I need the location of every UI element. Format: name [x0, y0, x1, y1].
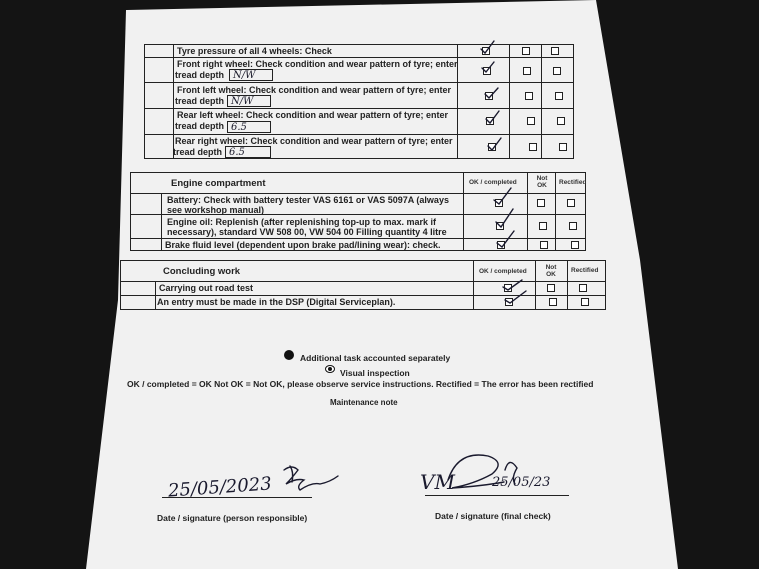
engine-row-2-line1: Engine oil: Replenish (after replenishing top-up to max. mark if	[167, 217, 437, 227]
maintenance-note-label: Maintenance note	[330, 398, 398, 407]
engine-row-1-ok-checkbox[interactable]	[495, 199, 503, 207]
left-signature-caption: Date / signature (person responsible)	[157, 513, 308, 523]
tyre-row-1-notok-checkbox[interactable]	[522, 47, 530, 55]
engine-col-ok: OK / completed	[469, 179, 517, 186]
engine-row-2-ok-checkbox[interactable]	[496, 222, 504, 230]
tyre-row-5-label: Rear right wheel: Check condition and wear pattern of tyre; enter	[175, 136, 453, 146]
tyre-row-2-line2: tread depth	[175, 70, 225, 80]
eye-icon	[325, 365, 335, 373]
left-signature-line	[162, 497, 312, 498]
engine-row-3-rectified-checkbox[interactable]	[571, 241, 579, 249]
tyre-row-4-notok-checkbox[interactable]	[527, 117, 535, 125]
concluding-col-notok-1: Not	[545, 264, 557, 271]
concluding-row-2-ok-checkbox[interactable]	[505, 298, 513, 306]
tyre-row-4-label: Rear left wheel: Check condition and wear pattern of tyre; enter	[177, 110, 449, 120]
concluding-row-1-ok-checkbox[interactable]	[504, 284, 512, 292]
engine-row-2-line2: necessary), standard VW 508 00, VW 504 00 Filling quantity 4 litre	[167, 227, 447, 237]
tyre-row-3-notok-checkbox[interactable]	[525, 92, 533, 100]
legend-visual-inspection: Visual inspection	[340, 368, 410, 378]
tyre-row-5-rectified-checkbox[interactable]	[559, 143, 567, 151]
engine-section-title: Engine compartment	[171, 178, 266, 189]
engine-col-notok-1: Not	[536, 175, 548, 182]
tyre-row-1-ok-checkbox[interactable]	[482, 47, 490, 55]
concluding-row-2-label: An entry must be made in the DSP (Digital Serviceplan).	[157, 297, 396, 307]
tyre-row-2-label: Front right wheel: Check condition and wear pattern of tyre; enter	[177, 59, 458, 69]
concluding-row-1-rectified-checkbox[interactable]	[579, 284, 587, 292]
tyre-row-5-line2: tread depth	[173, 147, 223, 157]
tyre-row-5-notok-checkbox[interactable]	[529, 143, 537, 151]
tyre-row-4-depth[interactable]: 6.5	[227, 121, 271, 133]
tyre-row-5-depth[interactable]: 6.5	[225, 146, 271, 158]
engine-compartment-table	[130, 172, 586, 251]
concluding-row-2-rectified-checkbox[interactable]	[581, 298, 589, 306]
tyre-row-2-notok-checkbox[interactable]	[523, 67, 531, 75]
tyre-row-1-rectified-checkbox[interactable]	[551, 47, 559, 55]
legend-explanation: OK / completed = OK Not OK = Not OK, please observe service instructions. Rectified = The error has been rectified	[127, 379, 594, 389]
left-signature-date: 25/05/2023	[167, 473, 273, 502]
tyre-row-4-rectified-checkbox[interactable]	[557, 117, 565, 125]
concluding-col-ok: OK / completed	[479, 268, 527, 275]
engine-row-1-line1: Battery: Check with battery tester VAS 6161 or VAS 5097A (always	[167, 195, 449, 205]
engine-col-rectified: Rectified	[559, 179, 587, 186]
tyre-row-4-line2: tread depth	[175, 121, 225, 131]
concluding-row-1-label: Carrying out road test	[159, 283, 254, 293]
right-signature-caption: Date / signature (final check)	[435, 511, 551, 521]
concluding-section-title: Concluding work	[163, 266, 241, 277]
engine-row-1-rectified-checkbox[interactable]	[567, 199, 575, 207]
concluding-work-table	[120, 260, 606, 310]
concluding-row-2-notok-checkbox[interactable]	[549, 298, 557, 306]
tyre-row-3-depth[interactable]: N/W	[227, 95, 271, 107]
engine-row-3-notok-checkbox[interactable]	[540, 241, 548, 249]
legend-additional-task: Additional task accounted separately	[300, 353, 451, 363]
tyre-row-5-ok-checkbox[interactable]	[488, 143, 496, 151]
tyre-row-3-rectified-checkbox[interactable]	[555, 92, 563, 100]
tyre-row-2-ok-checkbox[interactable]	[483, 67, 491, 75]
tyre-row-1-label: Tyre pressure of all 4 wheels: Check	[177, 46, 332, 56]
filled-dot-icon	[284, 350, 294, 360]
engine-row-3-label: Brake fluid level (dependent upon brake pad/lining wear): check.	[165, 240, 441, 250]
concluding-row-1-notok-checkbox[interactable]	[547, 284, 555, 292]
engine-row-1-notok-checkbox[interactable]	[537, 199, 545, 207]
concluding-col-rectified: Rectified	[571, 267, 599, 274]
tyre-row-3-label: Front left wheel: Check condition and wear pattern of tyre; enter	[177, 85, 452, 95]
tyre-row-4-ok-checkbox[interactable]	[486, 117, 494, 125]
tyre-row-2-rectified-checkbox[interactable]	[553, 67, 561, 75]
engine-col-notok-2: OK	[537, 182, 547, 189]
concluding-col-notok-2: OK	[546, 271, 556, 278]
right-signature-line	[425, 495, 569, 496]
right-signature-date: 25/05/23	[492, 475, 551, 490]
tyres-table	[144, 44, 574, 159]
engine-row-3-ok-checkbox[interactable]	[497, 241, 505, 249]
tyre-row-2-depth[interactable]: N/W	[229, 69, 273, 81]
engine-row-2-rectified-checkbox[interactable]	[569, 222, 577, 230]
right-signature-initials: VM	[420, 470, 455, 494]
tyre-row-3-ok-checkbox[interactable]	[485, 92, 493, 100]
engine-row-1-line2: see workshop manual)	[167, 205, 265, 215]
engine-row-2-notok-checkbox[interactable]	[539, 222, 547, 230]
tyre-row-3-line2: tread depth	[175, 96, 225, 106]
